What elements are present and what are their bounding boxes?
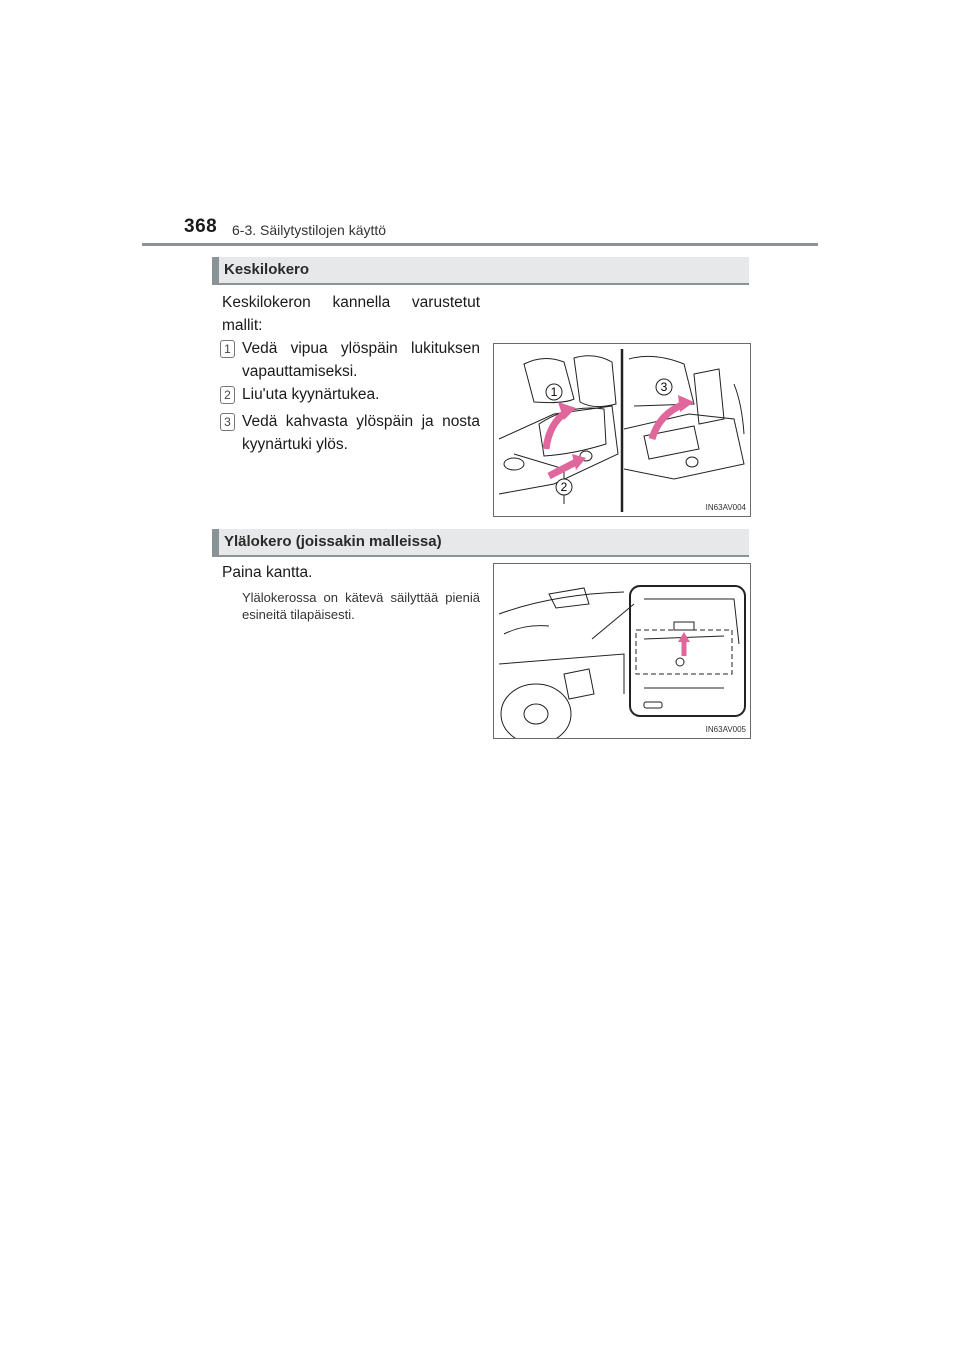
step-text: Vedä kahvasta ylöspäin ja nosta kyynärtuki ylös. [242, 413, 480, 453]
running-head: 6-3. Säilytystilojen käyttö [232, 222, 387, 238]
console-front [514, 454, 564, 504]
arrow-raise [652, 404, 684, 439]
seat-back-right [574, 356, 616, 407]
figure-console-box [493, 343, 751, 517]
lid-tab [674, 622, 694, 630]
note-text: Ylälokerossa on kätevä säilyttää pieniä esineitä tilapäisesti. [242, 590, 480, 622]
section-heading-bar [212, 529, 219, 555]
page-number: 368 [184, 216, 218, 237]
header-rule [142, 243, 818, 246]
step-2 [220, 383, 480, 406]
intro-paragraph: Paina kantta. [222, 564, 313, 581]
steering-wheel [501, 684, 571, 738]
step-text: Liu'uta kyynärtukea. [242, 386, 380, 403]
step-number-badge: 3 [220, 413, 235, 431]
cupholder [504, 458, 524, 470]
figure-code: IN63AV005 [705, 725, 746, 734]
mirror [504, 626, 549, 634]
step-text: Vedä vipua ylöspäin lukituksen vapauttamiseksi. [242, 340, 480, 380]
step-1 [220, 337, 480, 383]
overhead-illustration [494, 564, 750, 738]
step-number-badge: 2 [220, 386, 235, 404]
section-heading-bar [212, 257, 219, 283]
arrow-head [678, 395, 694, 412]
intro-paragraph: Keskilokeron kannella varustetut mallit: [222, 294, 480, 334]
step-3 [220, 410, 480, 456]
open-console [624, 414, 744, 479]
arrow-head [572, 454, 586, 470]
callout-label: 2 [560, 480, 568, 494]
callout-label: 1 [550, 385, 558, 399]
light-switch [644, 702, 662, 708]
figure-code: IN63AV004 [705, 503, 746, 512]
section-heading-keskilokero [212, 257, 749, 285]
figure-overhead-console [493, 563, 751, 739]
holder-knob [676, 658, 684, 666]
section-heading-title: Keskilokero [224, 261, 310, 278]
windshield-top [499, 592, 624, 614]
section-heading-title: Ylälokero (joissakin malleissa) [224, 533, 442, 550]
step-number-badge: 1 [220, 340, 235, 358]
lever-right [686, 457, 698, 467]
inset-frame [630, 586, 745, 716]
center-display [564, 669, 594, 699]
leader-line [592, 604, 634, 639]
arrow-slide [549, 462, 576, 476]
callout-label: 3 [660, 380, 668, 394]
steering-hub [524, 704, 548, 724]
section-heading-ylalokero [212, 529, 749, 557]
console-illustration [494, 344, 750, 516]
overhead-unit [549, 588, 589, 608]
